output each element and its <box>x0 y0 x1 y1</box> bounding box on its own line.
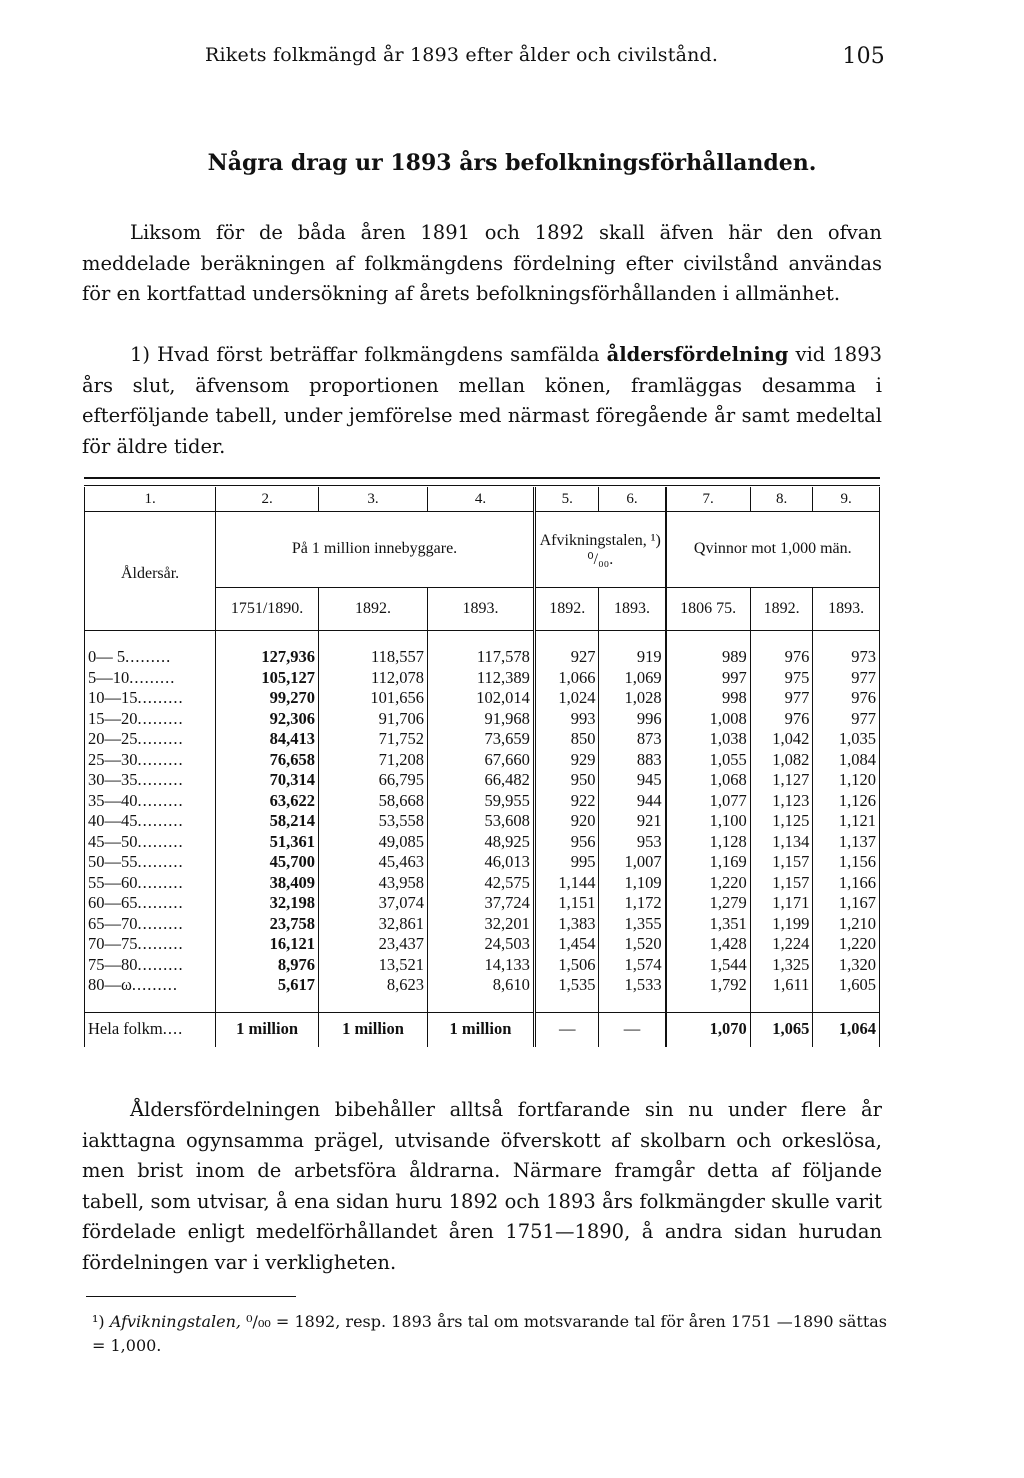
paragraph-intro: Liksom för de båda åren 1891 och 1892 skall äfven här den ofvan meddelade beräkningen af folkmängdens fördelning efter civilstånd användas för en kortfattad undersökning af årets befolkningsförhållanden i allmänhet. <box>82 221 882 305</box>
table-cell: 102,014 <box>427 688 534 709</box>
age-label: 30—35......... <box>85 770 216 791</box>
total-cell: — <box>599 1012 666 1047</box>
table-cell: 91,968 <box>427 709 534 730</box>
table-cell: 32,861 <box>319 914 428 935</box>
table-cell: 76,658 <box>269 749 316 769</box>
table-cell: 1,042 <box>750 729 813 750</box>
table-cell: 1,210 <box>813 914 880 935</box>
year-header: 1893. <box>427 588 534 631</box>
table-cell: 950 <box>534 770 599 791</box>
table-cell: 71,752 <box>319 729 428 750</box>
table-cell: 37,074 <box>319 893 428 914</box>
table-cell: 8,610 <box>427 975 534 996</box>
col-number: 2. <box>216 487 319 512</box>
table-cell: 929 <box>534 750 599 771</box>
table-cell: 8,623 <box>319 975 428 996</box>
table-cell: 51,361 <box>269 831 316 851</box>
table-cell: 1,611 <box>750 975 813 996</box>
table-cell: 1,121 <box>813 811 880 832</box>
table-cell: 91,706 <box>319 709 428 730</box>
year-header: 1892. <box>319 588 428 631</box>
table-cell: 71,208 <box>319 750 428 771</box>
table-cell: 23,437 <box>319 934 428 955</box>
table-row <box>85 770 880 791</box>
table-cell: 927 <box>534 647 599 668</box>
table-cell: 1,109 <box>599 873 666 894</box>
table-cell: 1,605 <box>813 975 880 996</box>
table-row <box>85 832 880 853</box>
footnote-marker: ¹) <box>92 1312 105 1331</box>
table-cell: 43,958 <box>319 873 428 894</box>
year-header: 1893. <box>599 588 666 631</box>
table-cell: 127,936 <box>261 647 316 666</box>
table-cell: 53,558 <box>319 811 428 832</box>
age-label: 45—50......... <box>85 832 216 853</box>
table-cell: 993 <box>534 709 599 730</box>
table-cell: 1,126 <box>813 791 880 812</box>
table-cell: 1,220 <box>813 934 880 955</box>
table-cell: 953 <box>599 832 666 853</box>
table-cell: 1,038 <box>666 729 751 750</box>
table-cell: 32,201 <box>427 914 534 935</box>
year-header: 1751/1890. <box>216 588 319 631</box>
table-cell: 99,270 <box>269 688 316 707</box>
table-cell: 42,575 <box>427 873 534 894</box>
col-number: 4. <box>427 487 534 512</box>
table-row <box>85 811 880 832</box>
age-label: 10—15......... <box>85 688 216 709</box>
table-cell: 996 <box>599 709 666 730</box>
footnote-term: Afvikningstalen, <box>109 1312 241 1331</box>
table-cell: 977 <box>750 688 813 709</box>
table-cell: 46,013 <box>427 852 534 873</box>
footnote-text: ⁰/₀₀ = 1892, resp. 1893 års tal om motsvarande tal för åren 1751 —1890 sättas = 1,000. <box>92 1312 887 1355</box>
column-number-row <box>85 487 880 512</box>
table-cell: 1,120 <box>813 770 880 791</box>
table-cell: 1,574 <box>599 955 666 976</box>
table-cell: 1,220 <box>666 873 751 894</box>
table-row <box>85 729 880 750</box>
table-cell: 112,078 <box>319 668 428 689</box>
section-heading: Några drag ur 1893 års befolkningsförhållanden. <box>207 150 817 176</box>
table-cell: 70,314 <box>269 770 316 789</box>
table-cell: 1,351 <box>666 914 751 935</box>
table-cell: 1,172 <box>599 893 666 914</box>
col-number: 7. <box>666 487 751 512</box>
table-cell: 45,700 <box>269 852 316 871</box>
footnote-rule <box>86 1296 296 1297</box>
table-cell: 105,127 <box>261 667 316 687</box>
table-cell: 1,454 <box>534 934 599 955</box>
paragraph-conclusion: Åldersfördelningen bibehåller alltså fortfarande sin nu under flere år iakttagna ogynsamma prägel, utvisande öfverskott af skolbarn och orkeslösa, men brist inom de arbetsföra åldrarna. Närmare framgår detta af följande tabell, som utvisar, å ena sidan huru 1892 och 1893 års folkmängder skulle varit fördelade enligt medelförhållandet åren 1751—1890, å andra sidan hurudan fördelningen var i verkligheten. <box>82 1098 882 1274</box>
running-title: Rikets folkmängd år 1893 efter ålder och civilstånd. <box>205 44 719 66</box>
table-cell: 14,133 <box>427 955 534 976</box>
table-cell: 1,007 <box>599 852 666 873</box>
total-row <box>85 1012 880 1047</box>
total-cell: 1,064 <box>813 1012 880 1047</box>
table-row <box>85 688 880 709</box>
table-cell: 16,121 <box>269 934 316 953</box>
table-top-rule <box>84 477 880 486</box>
table-cell: 38,409 <box>269 872 316 892</box>
table-cell: 5,617 <box>277 975 316 994</box>
table-cell: 92,306 <box>269 708 316 728</box>
age-label: 25—30......... <box>85 750 216 771</box>
table-cell: 1,151 <box>534 893 599 914</box>
table-cell: 976 <box>813 688 880 709</box>
year-header: 1892. <box>534 588 599 631</box>
table-cell: 976 <box>750 647 813 668</box>
table-cell: 1,100 <box>666 811 751 832</box>
table-cell: 920 <box>534 811 599 832</box>
table-cell: 59,955 <box>427 791 534 812</box>
age-label: 80—ω......... <box>85 975 216 996</box>
table-cell: 973 <box>813 647 880 668</box>
table-cell: 24,503 <box>427 934 534 955</box>
page-number: 105 <box>842 44 885 69</box>
table-cell: 1,320 <box>813 955 880 976</box>
total-cell: 1 million <box>427 1012 534 1047</box>
table-cell: 997 <box>666 668 751 689</box>
table-cell: 995 <box>534 852 599 873</box>
table-cell: 32,198 <box>269 893 316 912</box>
table-cell: 1,134 <box>750 832 813 853</box>
table-cell: 921 <box>599 811 666 832</box>
table-cell: 1,123 <box>750 791 813 812</box>
table-cell: 1,520 <box>599 934 666 955</box>
col-number: 3. <box>319 487 428 512</box>
table-cell: 1,156 <box>813 852 880 873</box>
table-cell: 919 <box>599 647 666 668</box>
table-row <box>85 647 880 668</box>
table-row <box>85 750 880 771</box>
paragraph-lead: 1) Hvad först beträffar folkmängdens samfälda <box>130 343 600 366</box>
total-label: Hela folkm.... <box>85 1012 216 1047</box>
table-cell: 1,028 <box>599 688 666 709</box>
table-cell: 1,084 <box>813 750 880 771</box>
table-cell: 1,383 <box>534 914 599 935</box>
table-cell: 977 <box>813 668 880 689</box>
age-label: 20—25......... <box>85 729 216 750</box>
table-cell: 1,325 <box>750 955 813 976</box>
table-cell: 1,055 <box>666 750 751 771</box>
year-header: 1893. <box>813 588 880 631</box>
table-row <box>85 668 880 689</box>
table-cell: 58,214 <box>269 811 316 830</box>
table-cell: 998 <box>666 688 751 709</box>
table-cell: 101,656 <box>319 688 428 709</box>
bold-term: åldersfördelning <box>606 343 789 366</box>
table-cell: 118,557 <box>319 647 428 668</box>
paragraph-age-distribution <box>82 340 882 462</box>
table-cell: 84,413 <box>269 729 316 748</box>
table-cell: 48,925 <box>427 832 534 853</box>
total-cell: 1,065 <box>750 1012 813 1047</box>
table-cell: 989 <box>666 647 751 668</box>
table-row <box>85 791 880 812</box>
table-cell: 1,533 <box>599 975 666 996</box>
row-header: Åldersår. <box>85 512 216 631</box>
table-cell: 1,355 <box>599 914 666 935</box>
table-row <box>85 873 880 894</box>
table-cell: 1,428 <box>666 934 751 955</box>
spacer-row <box>85 996 880 1013</box>
table-cell: 977 <box>813 709 880 730</box>
col-number: 1. <box>85 487 216 512</box>
age-label: 50—55......... <box>85 852 216 873</box>
table-cell: 1,069 <box>599 668 666 689</box>
table-row <box>85 955 880 976</box>
table-row <box>85 934 880 955</box>
group-header-deviation: Afvikningstalen, ¹) ⁰/₀₀. <box>534 512 665 588</box>
table-cell: 1,544 <box>666 955 751 976</box>
table-cell: 66,482 <box>427 770 534 791</box>
table-cell: 8,976 <box>277 954 316 974</box>
table-cell: 1,128 <box>666 832 751 853</box>
table-cell: 1,506 <box>534 955 599 976</box>
table-cell: 1,024 <box>534 688 599 709</box>
running-head <box>205 44 885 69</box>
table-cell: 1,279 <box>666 893 751 914</box>
table-cell: 883 <box>599 750 666 771</box>
table-cell: 1,157 <box>750 852 813 873</box>
table-cell: 1,082 <box>750 750 813 771</box>
data-table <box>84 487 880 1047</box>
year-header: 1892. <box>750 588 813 631</box>
table-cell: 1,066 <box>534 668 599 689</box>
table-cell: 49,085 <box>319 832 428 853</box>
age-label: 40—45......... <box>85 811 216 832</box>
table-cell: 37,724 <box>427 893 534 914</box>
table-cell: 13,521 <box>319 955 428 976</box>
age-label: 75—80......... <box>85 955 216 976</box>
table-cell: 1,166 <box>813 873 880 894</box>
age-label: 65—70......... <box>85 914 216 935</box>
table-cell: 23,758 <box>269 913 316 933</box>
col-number: 6. <box>599 487 666 512</box>
table-cell: 922 <box>534 791 599 812</box>
group-header-per-million: På 1 million innebyggare. <box>291 540 458 558</box>
table-cell: 1,035 <box>813 729 880 750</box>
group-header-women-per-men: Qvinnor mot 1,000 män. <box>666 512 880 588</box>
table-cell: 53,608 <box>427 811 534 832</box>
age-label: 15—20......... <box>85 709 216 730</box>
table-row <box>85 893 880 914</box>
total-cell: 1,070 <box>666 1012 751 1047</box>
table-cell: 1,068 <box>666 770 751 791</box>
table-cell: 850 <box>534 729 599 750</box>
table-cell: 58,668 <box>319 791 428 812</box>
col-number: 9. <box>813 487 880 512</box>
table-cell: 975 <box>750 668 813 689</box>
table-row <box>85 914 880 935</box>
group-header-row <box>85 512 880 588</box>
age-label: 60—65......... <box>85 893 216 914</box>
table-cell: 1,535 <box>534 975 599 996</box>
table-cell: 1,077 <box>666 791 751 812</box>
table-cell: 117,578 <box>427 647 534 668</box>
table-cell: 1,137 <box>813 832 880 853</box>
table-cell: 945 <box>599 770 666 791</box>
table-cell: 1,144 <box>534 873 599 894</box>
table-row <box>85 852 880 873</box>
total-cell: — <box>534 1012 599 1047</box>
table-cell: 67,660 <box>427 750 534 771</box>
col-number: 5. <box>534 487 599 512</box>
spacer-row <box>85 631 880 648</box>
table-cell: 45,463 <box>319 852 428 873</box>
table-cell: 1,008 <box>666 709 751 730</box>
age-label: 0— 5......... <box>85 647 216 668</box>
table-cell: 1,167 <box>813 893 880 914</box>
age-label: 70—75......... <box>85 934 216 955</box>
table-cell: 976 <box>750 709 813 730</box>
table-row <box>85 975 880 996</box>
table-cell: 1,125 <box>750 811 813 832</box>
total-cell: 1 million <box>319 1012 428 1047</box>
table-cell: 956 <box>534 832 599 853</box>
table-cell: 63,622 <box>269 790 316 810</box>
age-label: 55—60......... <box>85 873 216 894</box>
table-cell: 944 <box>599 791 666 812</box>
age-label: 5—10......... <box>85 668 216 689</box>
table-cell: 1,792 <box>666 975 751 996</box>
table-cell: 1,199 <box>750 914 813 935</box>
table-cell: 1,171 <box>750 893 813 914</box>
table-row <box>85 709 880 730</box>
table-cell: 1,157 <box>750 873 813 894</box>
total-cell: 1 million <box>216 1012 319 1047</box>
table-cell: 1,127 <box>750 770 813 791</box>
table-cell: 73,659 <box>427 729 534 750</box>
table-cell: 873 <box>599 729 666 750</box>
footnote <box>92 1310 887 1358</box>
col-number: 8. <box>750 487 813 512</box>
year-header: 1806 75. <box>666 588 751 631</box>
age-label: 35—40......... <box>85 791 216 812</box>
table-cell: 1,224 <box>750 934 813 955</box>
table-cell: 1,169 <box>666 852 751 873</box>
table-cell: 112,389 <box>427 668 534 689</box>
table-cell: 66,795 <box>319 770 428 791</box>
paragraph-rest: vid 1893 års slut, äfvensom proportionen mellan könen, framläggas desamma i efterföljande tabell, under jemförelse med närmast föregående år samt medeltal för äldre tider. <box>82 343 883 458</box>
